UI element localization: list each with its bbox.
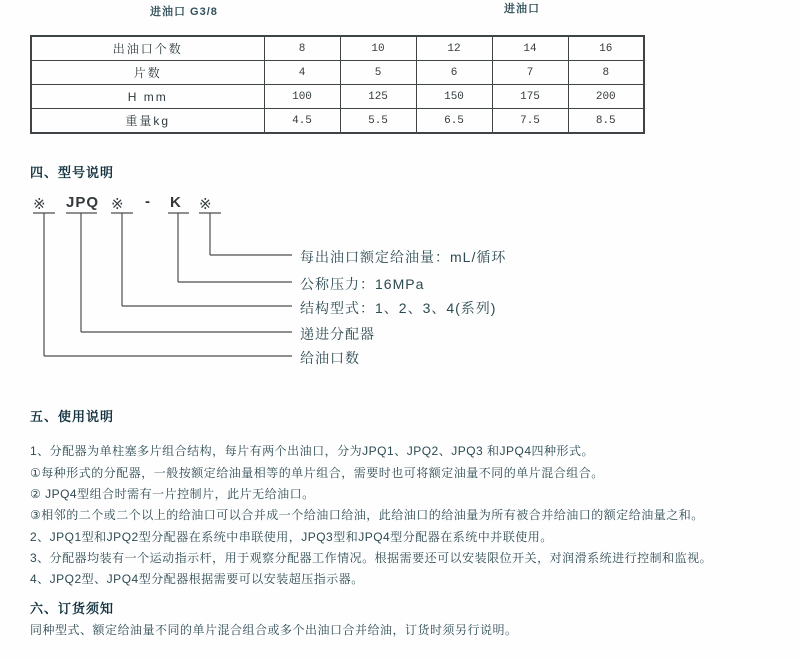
table-cell: 200 bbox=[568, 85, 644, 109]
usage-line-3: 3、分配器均装有一个运动指示杆，用于观察分配器工作情况。根据需要还可以安装限位开关，对润滑系统进行控制和监视。 bbox=[30, 551, 713, 565]
table-cell: 100 bbox=[264, 85, 340, 109]
table-cell: 6 bbox=[416, 61, 492, 85]
section-heading-ordering: 六、订货须知 bbox=[30, 601, 115, 616]
table-cell: 12 bbox=[416, 36, 492, 61]
row-label: 重量kg bbox=[31, 109, 264, 134]
table-cell: 10 bbox=[340, 36, 416, 61]
table-cell: 8.5 bbox=[568, 109, 644, 134]
section-heading-usage: 五、使用说明 bbox=[30, 409, 115, 424]
section-heading-model: 四、型号说明 bbox=[30, 165, 115, 180]
diagram-label-progressive-distributor: 递进分配器 bbox=[300, 326, 375, 342]
code-part-pressure-k: K bbox=[170, 194, 182, 211]
table-cell: 7.5 bbox=[492, 109, 568, 134]
table-cell: 5 bbox=[340, 61, 416, 85]
ordering-line: 同种型式、额定给油量不同的单片混合组合或多个出油口合并给油，订货时须另行说明。 bbox=[30, 623, 518, 637]
diagram-label-rated-oil-volume: 每出油口额定给油量：mL/循环 bbox=[300, 249, 507, 265]
table-cell: 16 bbox=[568, 36, 644, 61]
diagram-label-nominal-pressure: 公称压力：16MPa bbox=[300, 276, 425, 292]
table-cell: 8 bbox=[264, 36, 340, 61]
figure-label-oil-inlet-right: 进油口 bbox=[504, 3, 540, 15]
usage-line-4: 4、JPQ2型、JPQ4型分配器根据需要可以安装超压指示器。 bbox=[30, 572, 364, 586]
code-part-feed-ports-symbol: ※ bbox=[33, 196, 46, 213]
row-label: 出油口个数 bbox=[31, 36, 264, 61]
table-cell: 5.5 bbox=[340, 109, 416, 134]
table-cell: 8 bbox=[568, 61, 644, 85]
table-row-outlets bbox=[31, 36, 644, 61]
table-cell: 125 bbox=[340, 85, 416, 109]
table-row-plates bbox=[31, 61, 644, 85]
table-cell: 150 bbox=[416, 85, 492, 109]
usage-line-1b: ② JPQ4型组合时需有一片控制片，此片无给油口。 bbox=[30, 487, 315, 501]
table-cell: 175 bbox=[492, 85, 568, 109]
table-cell: 4.5 bbox=[264, 109, 340, 134]
diagram-label-structure-type: 结构型式：1、2、3、4(系列) bbox=[300, 300, 497, 316]
usage-line-1a: ①每种形式的分配器，一般按额定给油量相等的单片组合，需要时也可将额定油量不同的单片混合组合。 bbox=[30, 466, 604, 480]
usage-line-1: 1、分配器为单柱塞多片组合结构，每片有两个出油口，分为JPQ1、JPQ2、JPQ3 和JPQ4四种形式。 bbox=[30, 444, 595, 458]
row-label: H mm bbox=[31, 85, 264, 109]
usage-line-2: 2、JPQ1型和JPQ2型分配器在系统中串联使用，JPQ3型和JPQ4型分配器在系统中并联使用。 bbox=[30, 530, 553, 544]
code-part-dash: - bbox=[145, 193, 151, 210]
table-cell: 7 bbox=[492, 61, 568, 85]
table-row-height bbox=[31, 85, 644, 109]
row-label: 片数 bbox=[31, 61, 264, 85]
table-cell: 4 bbox=[264, 61, 340, 85]
table-cell: 6.5 bbox=[416, 109, 492, 134]
table-cell: 14 bbox=[492, 36, 568, 61]
code-part-structure-symbol: ※ bbox=[111, 196, 124, 213]
spec-table bbox=[30, 35, 645, 134]
figure-label-oil-inlet-left: 进油口 G3/8 bbox=[150, 6, 218, 18]
usage-line-1c: ③相邻的二个或二个以上的给油口可以合并成一个给油口给油，此给油口的给油量为所有被合并给油口的额定给油量之和。 bbox=[30, 508, 704, 522]
code-part-flowrate-symbol: ※ bbox=[199, 196, 212, 213]
diagram-label-feed-port-count: 给油口数 bbox=[300, 350, 360, 366]
table-row-weight bbox=[31, 109, 644, 134]
code-part-series-jpq: JPQ bbox=[66, 194, 100, 211]
